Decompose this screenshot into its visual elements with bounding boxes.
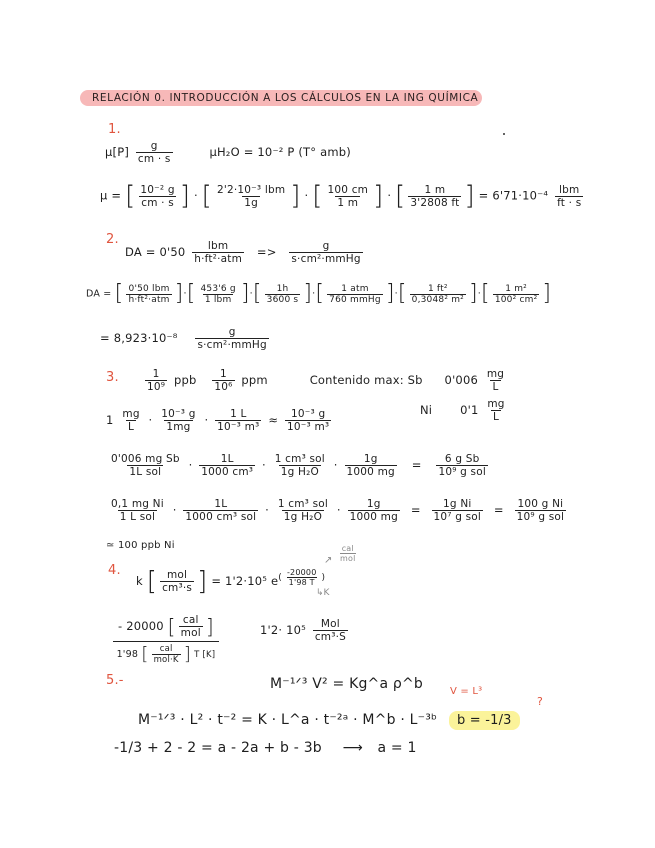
s4-k: k: [136, 573, 143, 588]
s2-result-units-num: g: [228, 326, 236, 338]
s1-f3-den: 1 m: [337, 196, 359, 209]
s1-f4: [408, 184, 461, 209]
s3-ppb: ppb: [174, 373, 197, 387]
s2-da: DA = 0'50: [125, 245, 186, 259]
s3-l2-f4-num: 10⁻³ g: [291, 408, 326, 420]
s3-l4-f4-den: 1000 mg: [349, 511, 398, 523]
s2-l2-f1-den: h·ft²·atm: [128, 294, 170, 305]
s4-big-num-units: [179, 614, 203, 639]
s3-l4-f5: [432, 498, 484, 523]
s3-l4-f6: [515, 498, 567, 523]
s2-l2-f1-num: 0'50 lbm: [128, 283, 170, 294]
s4-annotation-cal-mol: [340, 544, 356, 563]
s3-l3-f2-den: 1000 cm³: [201, 466, 254, 478]
s3-line3: $\frac{\text{0'006 mg Sb}}{\text{1L sol}}$ · $\frac{1L}{\text{1000 cm³}}$ · $\frac{\text{1 cm³ sol}}{\text{1g H₂O}}$ · $\frac{1g}{1000 mg}$ = $\frac{\text{6 g Sb}}{\text{10⁹ g sol}}$: [111, 453, 486, 478]
s3-l3-f3: [273, 453, 327, 478]
s4-rhs-units-num: Mol: [320, 618, 340, 630]
s4-big-num-value: - 20000: [118, 619, 164, 633]
s2-result: = 8,923·10⁻⁸: [100, 331, 178, 345]
s3-l4-f6-num: 100 g Ni: [517, 498, 564, 510]
s3-l3-f2-num: 1L: [220, 453, 234, 465]
s3-l4-f4: [348, 498, 400, 523]
s2-l1-f1: [192, 240, 244, 265]
s4-big-num-units-num: cal: [182, 614, 199, 626]
s3-ppb-den: 10⁹: [147, 381, 166, 393]
s2-l1-f2: [289, 240, 362, 265]
s3-l2-f4: [285, 408, 331, 433]
s3-line1: [142, 368, 509, 393]
s1-f3: [326, 184, 371, 209]
s3-ppm-num: 1: [220, 368, 227, 380]
s1-mu-h2o: μH₂O = 10⁻² P (T° amb): [209, 145, 351, 159]
s3-ppb-fraction: [145, 368, 167, 393]
s3-l4-f2: [183, 498, 258, 523]
s3-l3-f4-den: 1000 mg: [346, 466, 395, 478]
s1-line1: [105, 140, 351, 165]
s3-l2-f1-num: mg: [122, 408, 140, 420]
s3-ni-units-num: mg: [487, 398, 505, 410]
s2-l1-f1-den: h·ft²·atm: [194, 253, 242, 265]
s5-line2: M⁻¹ᐟ³ · L² · t⁻² = K · L^a · t⁻²ᵃ · M^b · L⁻³ᵇ: [138, 712, 438, 728]
s2-l2-f3: [265, 284, 301, 305]
s3-l3-f4-num: 1g: [363, 453, 378, 465]
s5-line3: [114, 740, 417, 756]
s2-l2-f2-den: 1 lbm: [204, 294, 232, 305]
s2-l2-f2-num: 453'6 g: [200, 283, 236, 294]
s3-l2-f3: [215, 408, 261, 433]
s2-l2-f6-num: 1 m²: [505, 283, 527, 294]
s1-f3-num: 100 cm: [327, 183, 369, 196]
stray-dot: [503, 133, 505, 135]
s5-highlighted-result: b = -1/3: [449, 711, 520, 730]
s1-f4-num: 1 m: [424, 183, 446, 196]
s4-rhs-value: 1'2· 10⁵: [260, 623, 306, 637]
s3-l4-eq: =: [410, 503, 421, 517]
s1-f2-num: 2'2·10⁻³ lbm: [217, 183, 286, 196]
s3-l4-f2-den: 1000 cm³ sol: [185, 511, 257, 523]
s2-l2-f5-num: 1 ft²: [427, 283, 448, 294]
s5-v-note: V = L³: [450, 686, 483, 697]
s2-line3: [100, 326, 272, 351]
s4-k-units: [160, 569, 194, 594]
s3-l3-f2: [199, 453, 255, 478]
s1-result-units-den: ft · s: [557, 196, 582, 209]
s3-line4: $\frac{\text{0,1 mg Ni}}{\text{1 L sol}}$ · $\frac{1L}{\text{1000 cm³ sol}}$ · $\frac{\text{1 cm³ sol}}{\text{1g H₂O}}$ · $\frac{1g}{1000 mg}$ = $\frac{\text{1g Ni}}{\text{10⁷ g sol}}$ = $\frac{\text{100 g Ni}}{\text{10⁹ g sol}}$: [111, 498, 565, 523]
page-title: RELACIÓN 0. INTRODUCCIÓN A LOS CÁLCULOS EN LA ING QUÍMICA: [92, 92, 479, 104]
s3-l3-f1-num: 0'006 mg Sb: [111, 453, 180, 465]
s5-line3-result: a = 1: [377, 740, 417, 756]
s3-line5: ≃ 100 ppb Ni: [106, 540, 175, 551]
s2-l1-f1-num: lbm: [207, 240, 229, 252]
s3-ni-units-den: L: [492, 411, 499, 423]
section-1-number: 1.: [108, 122, 121, 137]
s4-exp-num: -20000: [286, 568, 317, 577]
s1-f1: [138, 184, 176, 209]
s3-l3-f5-den: 10⁹ g sol: [438, 466, 486, 478]
s3-l4-f3-num: 1 cm³ sol: [277, 498, 329, 510]
s3-ni: Ni: [420, 403, 433, 417]
s3-l4-f4-num: 1g: [366, 498, 381, 510]
section-3-number: 3.: [106, 370, 119, 385]
s3-l4-f1: [109, 498, 166, 523]
s4-exp-den: 1'98 T: [288, 578, 315, 587]
s3-l3-f5: [436, 453, 488, 478]
s4-line2-rhs: [260, 618, 351, 643]
s2-l2-f3-num: 1h: [276, 283, 289, 294]
s4-big-fraction: [112, 614, 220, 665]
s4-line2: [112, 614, 220, 665]
s4-big-den-t: T [K]: [194, 650, 216, 660]
s4-ann-arrow-icon: ↗: [324, 555, 333, 566]
s3-l2-f4-den: 10⁻³ m³: [287, 421, 330, 433]
s2-l2-f4-num: 1 atm: [341, 283, 369, 294]
s3-l2-f2: [159, 408, 197, 433]
s1-line2: μ = [ $\frac{\text{10⁻² g}}{cm \cdot s}$ ] · [ $\frac{\text{2'2·10⁻³ lbm}}{1g}$ ] · [ $\frac{100 cm}{1 m}$ ] · [ $\frac{1 m}{3'2808 ft}$ ] = 6'71·10⁻⁴ $\frac{\text{lbm}}{ft \cdot s}$: [100, 181, 582, 211]
s3-ppm: ppm: [241, 373, 268, 387]
s4-exponent: ( -20000 1'98 T ): [278, 568, 326, 587]
s3-l4-f6-den: 10⁹ g sol: [516, 511, 565, 523]
s1-mu-lhs: μ =: [100, 188, 122, 203]
s2-l2-f1: [126, 284, 171, 305]
s3-l4-f3: [276, 498, 330, 523]
s3-l3-f1: [109, 453, 182, 478]
s3-l2-f3-num: 1 L: [230, 408, 247, 420]
s2-line1: [125, 240, 366, 265]
s1-result-units: [555, 184, 583, 209]
s4-ann-k-label: K: [323, 588, 330, 598]
s4-ann-cal: cal: [341, 544, 354, 553]
s1-result-units-num: lbm: [559, 183, 580, 196]
s3-l2-approx: ≈: [268, 413, 279, 427]
s3-sb-units-den: L: [492, 381, 499, 393]
s1-units-den: cm · s: [137, 153, 171, 165]
s3-ni-units: [485, 398, 506, 423]
s2-line2: DA = [ $\frac{\text{0'50 lbm}}{\text{h·ft²·atm}}$ ]·[ $\frac{453'6 g}{\text{1 lbm}}$ ]·[ $\frac{1h}{3600 s}$ ]·[ $\frac{\text{1 atm}}{\text{760 mmHg}}$ ]·[ $\frac{\text{1 ft²}}{\text{0,3048² m²}}$ ]·[ $\frac{\text{1 m²}}{\text{100² cm²}}$ ]: [86, 281, 552, 306]
s5-question-mark: ?: [537, 695, 544, 708]
s4-rhs: = 1'2·10⁵ e: [211, 573, 279, 588]
s3-l3-f5-num: 6 g Sb: [444, 453, 480, 465]
s3-ppm-den: 10⁶: [214, 381, 233, 393]
s3-l3-f3-den: 1g H₂O: [280, 466, 319, 478]
s2-l2-f5-den: 0,3048² m²: [411, 294, 464, 305]
s2-result-units-den: s·cm²·mmHg: [197, 339, 267, 351]
s3-l3-eq: =: [411, 458, 422, 472]
s4-exp-frac: [285, 568, 319, 587]
s3-l4-f1-den: 1 L sol: [119, 511, 156, 523]
s2-l2-f3-den: 3600 s: [266, 294, 299, 305]
s4-big-den-units-num: cal: [159, 644, 173, 654]
s1-mu-p: μ[P]: [105, 145, 130, 159]
s3-l2-f2-den: 1mg: [166, 421, 191, 433]
s2-l2-f6-den: 100² cm²: [494, 294, 538, 305]
s3-ni-value: 0'1: [460, 403, 479, 417]
s1-f1-num: 10⁻² g: [140, 183, 175, 196]
s3-l4-f2-num: 1L: [214, 498, 228, 510]
s3-l4-f5-den: 10⁷ g sol: [433, 511, 482, 523]
s5-arrow-icon: ⟶: [342, 740, 363, 756]
section-2-number: 2.: [106, 232, 119, 247]
s3-contenido: Contenido max: Sb: [309, 373, 423, 387]
s4-big-den-value: 1'98: [116, 649, 139, 660]
s3-l2-f2-num: 10⁻³ g: [161, 408, 196, 420]
s3-line1b: [420, 398, 510, 423]
s3-sb-value: 0'006: [444, 373, 478, 387]
s3-l4-f1-num: 0,1 mg Ni: [111, 498, 164, 510]
s3-sb-units: [485, 368, 506, 393]
s3-sb-units-num: mg: [486, 368, 505, 380]
s1-f2: [215, 184, 287, 209]
s4-line1: k [ $\frac{\text{mol}}{\text{cm³·s}}$ ] = 1'2·10⁵ $e^{( \frac{-20000}{1'98 T} )}$: [136, 566, 326, 597]
s2-l2-f5: [410, 284, 466, 305]
s4-ann-mol: mol: [340, 554, 356, 563]
s5-line3-eq: -1/3 + 2 - 2 = a - 2a + b - 3b: [114, 740, 322, 756]
s3-line2: 1 $\frac{mg}{L}$ · $\frac{\text{10⁻³ g}}{1mg}$ · $\frac{1 L}{\text{10⁻³ m³}}$ ≈ $\frac{\text{10⁻³ g}}{\text{10⁻³ m³}}$: [106, 408, 330, 433]
s2-l2-f4: [327, 284, 383, 305]
s3-l2-f1-den: L: [128, 421, 135, 433]
s3-ppm-fraction: [212, 368, 234, 393]
s3-l4-f5-num: 1g Ni: [443, 498, 472, 510]
s2-l1-f2-den: s·cm²·mmHg: [291, 253, 361, 265]
s3-l3-f3-num: 1 cm³ sol: [274, 453, 325, 465]
s4-big-den: 1'98 [ $\frac{\text{cal}}{\text{mol·K}}$ ] T [K]: [113, 641, 220, 665]
s3-l3-f1-den: 1L sol: [129, 466, 162, 478]
s4-k-units-den: cm³·s: [162, 581, 193, 594]
s2-result-units: [195, 326, 268, 351]
s2-l2-f2: [198, 284, 237, 305]
s1-f2-den: 1g: [244, 196, 259, 209]
s3-l4-eq2: =: [493, 503, 504, 517]
s3-l2-f3-den: 10⁻³ m³: [217, 421, 260, 433]
s5-line1: M⁻¹ᐟ³ V² = Kg^a ρ^b: [270, 676, 424, 692]
section-4-number: 4.: [108, 563, 121, 578]
s4-big-den-units-den: mol·K: [153, 655, 179, 665]
s4-big-den-units: [152, 644, 181, 665]
s1-f1-den: cm · s: [141, 196, 174, 209]
s3-l2-f1: [120, 408, 141, 433]
s4-rhs-units-den: cm³·S: [314, 631, 347, 643]
s1-units-num: g: [150, 140, 158, 152]
s4-rhs-units: [313, 618, 348, 643]
s4-ann-k: ↳K: [316, 588, 330, 598]
s1-f4-den: 3'2808 ft: [410, 196, 460, 209]
s4-big-num-units-den: mol: [180, 627, 201, 639]
s1-units-fraction: [136, 140, 173, 165]
s3-l3-f4: [345, 453, 397, 478]
s2-l2-f4-den: 760 mmHg: [329, 294, 381, 305]
s2-da-lhs: DA =: [86, 288, 112, 300]
s3-l4-f3-den: 1g H₂O: [283, 511, 323, 523]
s2-l1-f2-num: g: [322, 240, 330, 252]
s4-k-units-num: mol: [167, 568, 188, 581]
s2-l2-f6: [493, 284, 540, 305]
s3-ppb-num: 1: [152, 368, 160, 380]
s2-arrow: =>: [256, 245, 277, 259]
s1-result: = 6'71·10⁻⁴: [478, 188, 549, 203]
s4-big-num: - 20000 [ $\frac{\text{cal}}{\text{mol}}$ ]: [118, 614, 214, 639]
section-5-number: 5.-: [106, 673, 124, 688]
s3-l2-lead: 1: [106, 413, 114, 427]
